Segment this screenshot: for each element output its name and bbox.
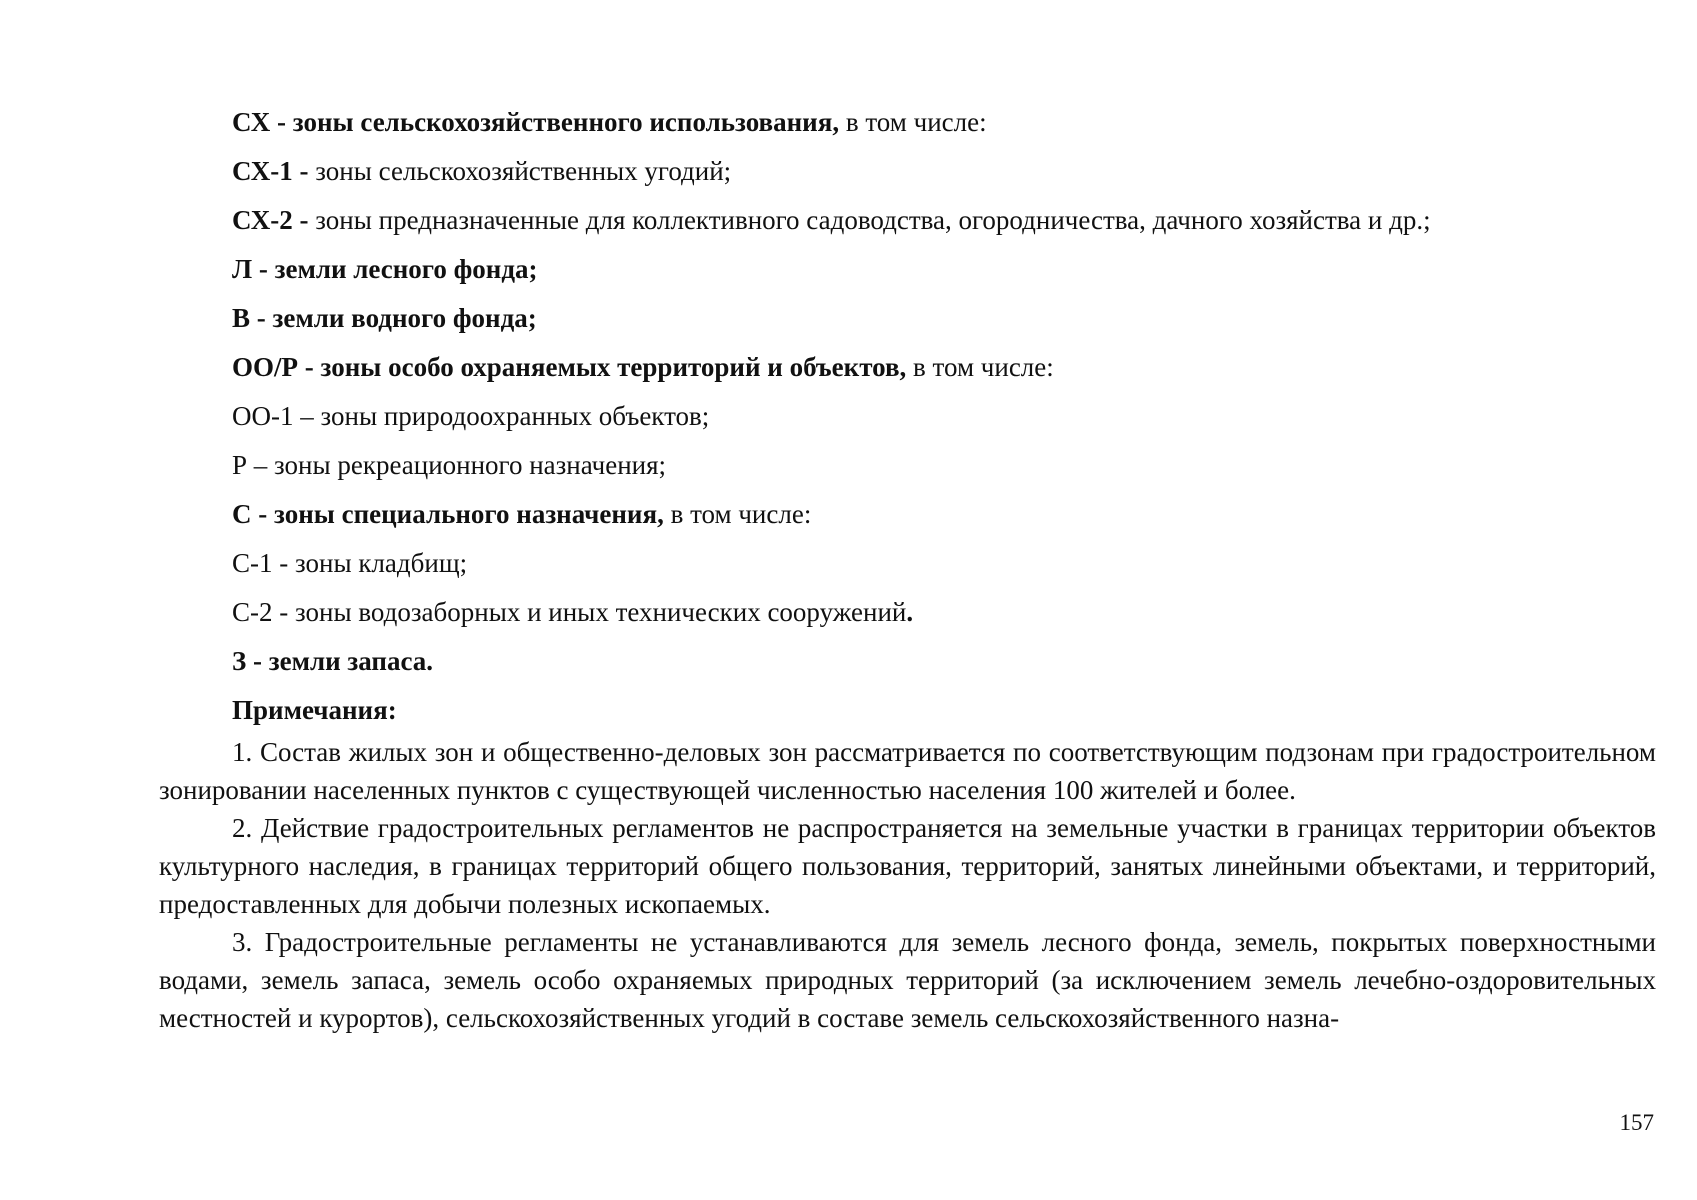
zone-code: СХ - bbox=[232, 107, 293, 137]
zone-name: земли водного фонда; bbox=[272, 303, 537, 333]
page-number: 157 bbox=[1619, 1110, 1654, 1135]
notes-heading: Примечания: bbox=[232, 695, 397, 725]
zone-suffix: ОО-1 – зоны природоохранных объектов; bbox=[232, 401, 710, 431]
zone-line-z bbox=[232, 637, 1652, 686]
zone-code: Л - bbox=[232, 254, 275, 284]
zone-code: ОО/Р - bbox=[232, 352, 321, 382]
zone-suffix: С-1 - зоны кладбищ; bbox=[232, 548, 468, 578]
zone-suffix: зоны предназначенные для коллективного садоводства, огородничества, дачного хозяйства и др.; bbox=[315, 205, 1431, 235]
zone-code: СХ-1 - bbox=[232, 156, 316, 186]
note-paragraph-1: 1. Состав жилых зон и общественно-деловых зон рассматривается по соответствующим подзонам при градостроительном зонировании населенных пунктов с существующей численностью населения 100 жителей и более. bbox=[159, 737, 1656, 805]
zone-line-oor bbox=[232, 343, 1652, 392]
zone-trailing-period: . bbox=[906, 597, 914, 627]
zone-line-sx2 bbox=[232, 196, 1652, 245]
zone-line-s bbox=[232, 490, 1652, 539]
zone-line-s1 bbox=[232, 539, 1652, 588]
zone-name: земли лесного фонда; bbox=[274, 254, 538, 284]
zone-code: З - bbox=[232, 646, 269, 676]
zone-suffix: в том числе: bbox=[839, 107, 987, 137]
zone-name: земли запаса. bbox=[268, 646, 434, 676]
note-paragraph-2: 2. Действие градостроительных регламентов не распространяется на земельные участки в границах территории объектов культурного наследия, в границах территорий общего пользования, территорий, занятых линейными объектами, и территорий, предоставленных для добычи полезных ископаемых. bbox=[159, 813, 1656, 919]
zone-code: В - bbox=[232, 303, 273, 333]
zone-code: СХ-2 - bbox=[232, 205, 316, 235]
zone-suffix: Р – зоны рекреационного назначения; bbox=[232, 450, 667, 480]
zone-suffix: зоны сельскохозяйственных угодий; bbox=[315, 156, 732, 186]
notes-section bbox=[159, 733, 1656, 1037]
zone-line-oo1 bbox=[232, 392, 1652, 441]
zone-name: зоны особо охраняемых территорий и объектов, bbox=[320, 352, 907, 382]
zone-line-l bbox=[232, 245, 1652, 294]
zone-code: С - bbox=[232, 499, 274, 529]
note-paragraph-3: 3. Градостроительные регламенты не устанавливаются для земель лесного фонда, земель, покрытых поверхностными водами, земель запаса, земель особо охраняемых природных территорий (за исключением земель лечебно-оздоровительных местностей и курортов), сельскохозяйственных угодий в составе земель сельскохозяйственного назна- bbox=[159, 927, 1656, 1033]
zone-suffix: в том числе: bbox=[663, 499, 812, 529]
zone-line-sx bbox=[232, 98, 1652, 147]
zone-line-sx1 bbox=[232, 147, 1652, 196]
zone-line-v bbox=[232, 294, 1652, 343]
zone-suffix: в том числе: bbox=[906, 352, 1054, 382]
zone-line-r bbox=[232, 441, 1652, 490]
zone-name: зоны специального назначения, bbox=[274, 499, 664, 529]
zone-list bbox=[232, 98, 1652, 735]
zone-suffix: С-2 - зоны водозаборных и иных технических сооружений bbox=[232, 597, 907, 627]
zone-line-s2 bbox=[232, 588, 1652, 637]
zone-name: зоны сельскохозяйственного использования, bbox=[292, 107, 840, 137]
